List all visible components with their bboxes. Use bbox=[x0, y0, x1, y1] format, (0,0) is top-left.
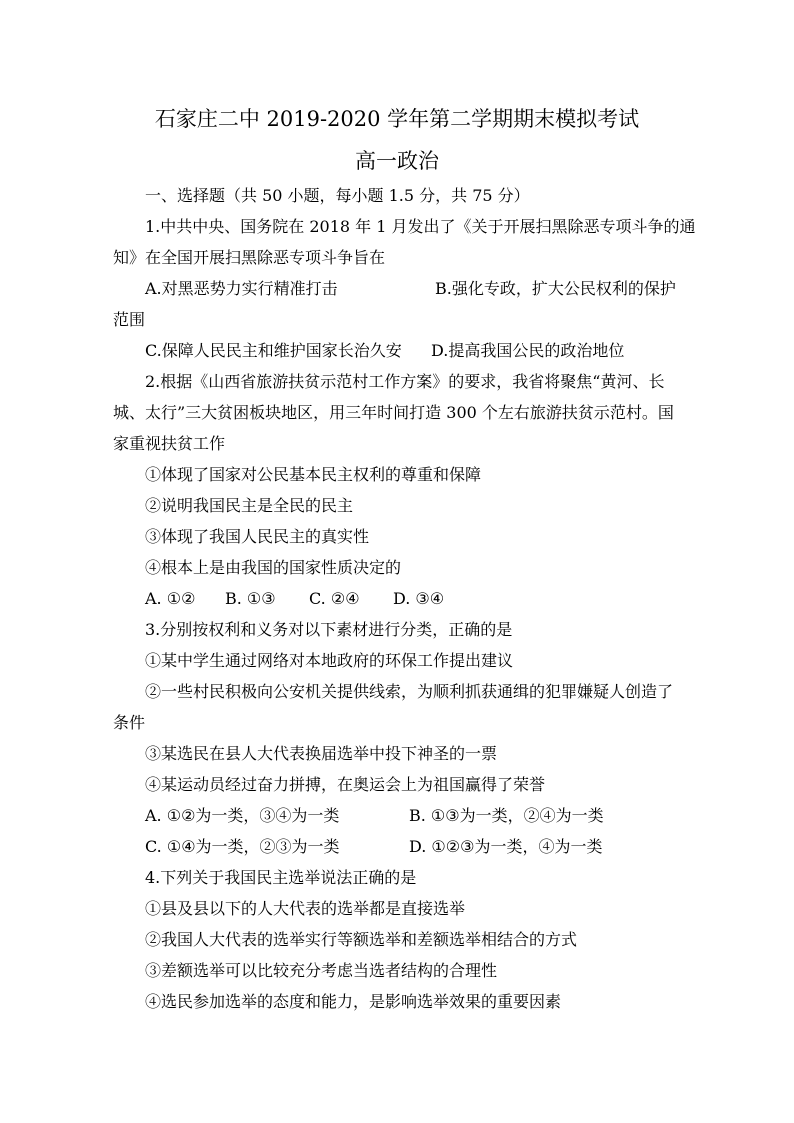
q1-option-b-cont: 范围 bbox=[113, 310, 146, 329]
q3-statement-4: ④某运动员经过奋力拼搏，在奥运会上为祖国赢得了荣誉 bbox=[145, 775, 546, 794]
q3-option-c: C. ①④为一类，②③为一类 bbox=[145, 837, 340, 856]
q2-stem-line3: 家重视扶贫工作 bbox=[113, 434, 226, 453]
q2-option-d: D. ③④ bbox=[393, 589, 445, 608]
q1-stem-line2: 知》在全国开展扫黑除恶专项斗争旨在 bbox=[113, 248, 386, 267]
q1-option-d: D.提高我国公民的政治地位 bbox=[431, 341, 625, 360]
q4-statement-2: ②我国人大代表的选举实行等额选举和差额选举相结合的方式 bbox=[145, 930, 578, 949]
q4-stem-line1: 4.下列关于我国民主选举说法正确的是 bbox=[145, 868, 417, 887]
page-subtitle: 高一政治 bbox=[355, 149, 439, 173]
q2-statement-1: ①体现了国家对公民基本民主权利的尊重和保障 bbox=[145, 465, 482, 484]
section-heading: 一、选择题（共 50 小题，每小题 1.5 分，共 75 分） bbox=[145, 186, 530, 205]
q2-statement-3: ③体现了我国人民民主的真实性 bbox=[145, 527, 370, 546]
q3-options-ab bbox=[113, 800, 683, 831]
q4-statement-3: ③差额选举可以比较充分考虑当选者结构的合理性 bbox=[145, 961, 498, 980]
q1-options-cd bbox=[113, 335, 683, 366]
q1-stem-line1: 1.中共中央、国务院在 2018 年 1 月发出了《关于开展扫黑除恶专项斗争的通 bbox=[145, 217, 696, 236]
q2-option-b: B. ①③ bbox=[225, 589, 276, 608]
exam-body bbox=[113, 180, 696, 1017]
q3-statement-1: ①某中学生通过网络对本地政府的环保工作提出建议 bbox=[145, 651, 514, 670]
q1-option-b: B.强化专政，扩大公民权利的保护 bbox=[435, 279, 676, 298]
q3-options-cd bbox=[113, 831, 683, 862]
q2-stem-line2: 城、太行”三大贫困板块地区，用三年时间打造 300 个左右旅游扶贫示范村。国 bbox=[113, 403, 674, 422]
q2-statement-2: ②说明我国民主是全民的民主 bbox=[145, 496, 354, 515]
q4-statement-1: ①县及县以下的人大代表的选举都是直接选举 bbox=[145, 899, 466, 918]
q1-option-c: C.保障人民民主和维护国家长治久安 bbox=[145, 341, 402, 360]
q3-statement-2: ②一些村民积极向公安机关提供线索，为顺利抓获通缉的犯罪嫌疑人创造了 bbox=[145, 682, 674, 701]
q1-option-a: A.对黑恶势力实行精准打击 bbox=[145, 279, 338, 298]
q3-option-d: D. ①②③为一类，④为一类 bbox=[409, 837, 603, 856]
q2-options bbox=[113, 583, 683, 614]
q2-statement-4: ④根本上是由我国的国家性质决定的 bbox=[145, 558, 402, 577]
page-title: 石家庄二中 2019-2020 学年第二学期期末模拟考试 bbox=[154, 107, 640, 131]
q3-statement-2-cont: 条件 bbox=[113, 713, 146, 732]
q1-options-ab bbox=[113, 273, 683, 304]
q3-option-a: A. ①②为一类，③④为一类 bbox=[145, 806, 340, 825]
q3-stem-line1: 3.分别按权利和义务对以下素材进行分类，正确的是 bbox=[145, 620, 513, 639]
q2-stem-line1: 2.根据《山西省旅游扶贫示范村工作方案》的要求，我省将聚焦“黄河、长 bbox=[145, 372, 665, 391]
q2-option-c: C. ②④ bbox=[309, 589, 360, 608]
q2-option-a: A. ①② bbox=[145, 589, 196, 608]
q3-statement-3: ③某选民在县人大代表换届选举中投下神圣的一票 bbox=[145, 744, 498, 763]
q3-option-b: B. ①③为一类，②④为一类 bbox=[409, 806, 604, 825]
q4-statement-4: ④选民参加选举的态度和能力，是影响选举效果的重要因素 bbox=[145, 992, 562, 1011]
